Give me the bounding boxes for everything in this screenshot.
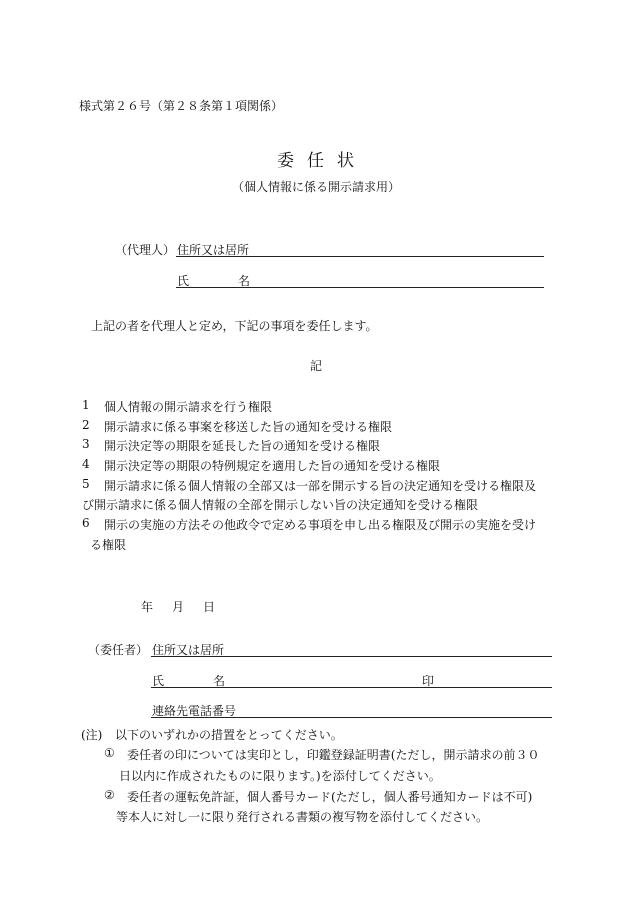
notes-intro: 以下のいずれかの措置をとってください。 bbox=[115, 728, 343, 742]
title-char-2: 任 bbox=[307, 151, 324, 171]
item-4-text: 開示決定等の期限の特例規定を適用した旨の通知を受ける権限 bbox=[104, 459, 441, 473]
principal-role-label: （委任者） bbox=[88, 643, 149, 657]
agent-address-line bbox=[176, 256, 544, 257]
date-day: 日 bbox=[203, 600, 216, 614]
principal-name-label-2: 名 bbox=[213, 674, 226, 688]
item-6-continuation: る権限 bbox=[90, 538, 127, 552]
principal-phone-line bbox=[151, 717, 552, 718]
note-1-mark: ① bbox=[104, 746, 115, 760]
date-year: 年 bbox=[141, 600, 154, 614]
agent-name-label-1: 氏 bbox=[177, 274, 190, 288]
form-number: 様式第２６号（第２８条第１項関係） bbox=[79, 99, 284, 113]
principal-phone-label: 連絡先電話番号 bbox=[152, 704, 237, 718]
note-2-line-2: 等本人に対し一に限り発行される書類の複写物を添付してください。 bbox=[116, 810, 489, 824]
note-1-line-2: 日以内に作成されたものに限ります。)を添付してください。 bbox=[119, 769, 441, 783]
note-1-line-1: 委任者の印については実印とし，印鑑登録証明書(ただし，開示請求の前３０ bbox=[127, 748, 540, 762]
principal-name-label-1: 氏 bbox=[152, 674, 165, 688]
item-2-text: 開示請求に係る事案を移送した旨の通知を受ける権限 bbox=[104, 420, 393, 434]
item-5-continuation: び開示請求に係る個人情報の全部を開示しない旨の決定通知を受ける権限 bbox=[82, 498, 479, 512]
title-char-3: 状 bbox=[337, 151, 354, 171]
item-5-number: 5 bbox=[82, 477, 90, 491]
agent-name-label-2: 名 bbox=[238, 274, 251, 288]
subtitle: （個人情報に係る開示請求用） bbox=[232, 180, 401, 194]
agent-name-line bbox=[176, 287, 544, 288]
title-char-1: 委 bbox=[277, 151, 294, 171]
agent-role-label: （代理人） bbox=[115, 243, 176, 257]
item-6-text: 開示の実施の方法その他政令で定める事項を申し出る権限及び開示の実施を受け bbox=[104, 518, 537, 532]
item-1-number: 1 bbox=[82, 398, 90, 412]
item-3-text: 開示決定等の期限を延長した旨の通知を受ける権限 bbox=[104, 439, 381, 453]
principal-address-line bbox=[151, 656, 552, 657]
delegation-statement: 上記の者を代理人と定め，下記の事項を委任します。 bbox=[91, 319, 378, 333]
ki-label: 記 bbox=[310, 359, 323, 373]
note-2-mark: ② bbox=[104, 788, 115, 802]
item-1-text: 個人情報の開示請求を行う権限 bbox=[104, 400, 273, 414]
seal-mark: 印 bbox=[422, 674, 435, 688]
item-4-number: 4 bbox=[82, 457, 90, 471]
principal-name-line bbox=[151, 687, 552, 688]
principal-address-label: 住所又は居所 bbox=[152, 643, 225, 657]
date-month: 月 bbox=[172, 600, 185, 614]
item-6-number: 6 bbox=[82, 516, 90, 530]
note-2-line-1: 委任者の運転免許証，個人番号カード(ただし，個人番号通知カードは不可) bbox=[127, 790, 533, 804]
item-2-number: 2 bbox=[82, 418, 90, 432]
notes-head: (注) bbox=[81, 728, 103, 742]
agent-address-label: 住所又は居所 bbox=[177, 243, 250, 257]
item-5-text: 開示請求に係る個人情報の全部又は一部を開示する旨の決定通知を受ける権限及 bbox=[104, 479, 537, 493]
item-3-number: 3 bbox=[82, 437, 90, 451]
